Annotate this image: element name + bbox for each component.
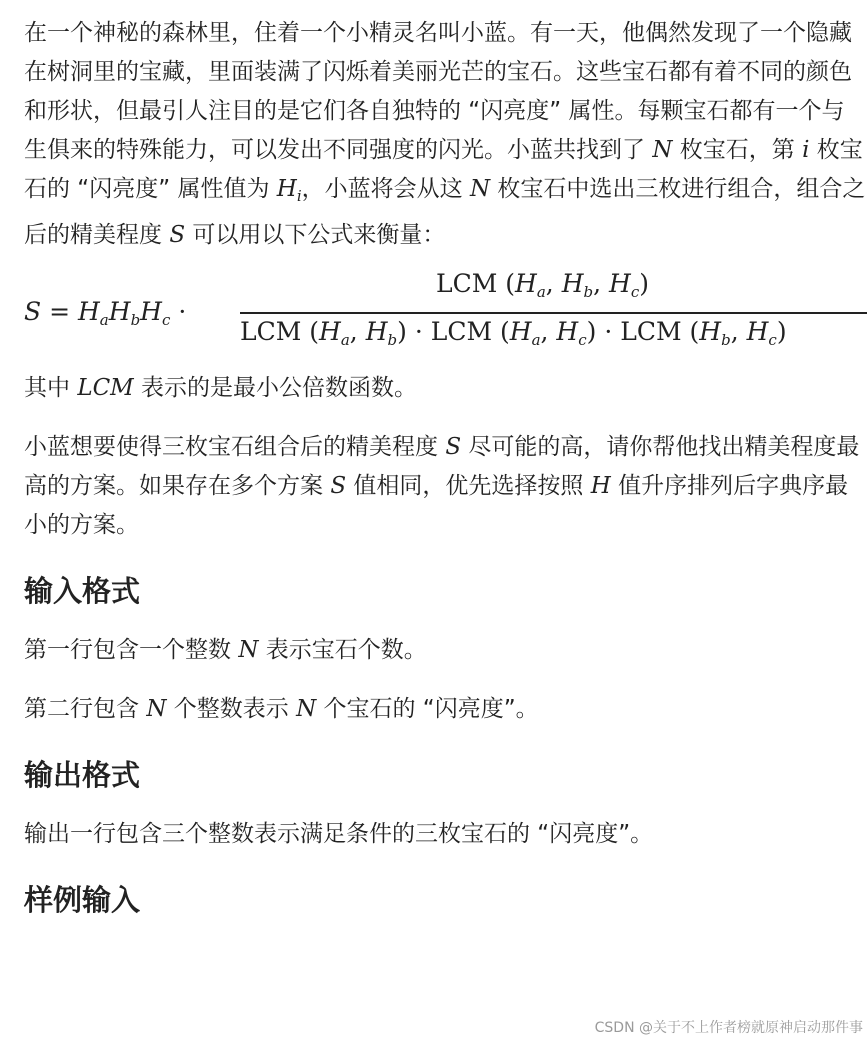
intro-text: ，小蓝将会从这 xyxy=(301,176,470,202)
formula-denominator: LCM ($H_a$, $H_b$) · LCM ($H_a$, $H_c$) · LCM ($H_b$, $H_c$) xyxy=(240,317,787,349)
math-var: N xyxy=(652,137,673,163)
input-line-1: 第一行包含一个整数 N 表示宝石个数。 xyxy=(24,637,427,663)
csdn-watermark: CSDN @关于不上作者榜就原神启动那件事 xyxy=(594,1020,863,1036)
formula-numerator: LCM ($H_a$, $H_b$, $H_c$) xyxy=(436,269,650,301)
formula-lhs: $S = H_aH_bH_c$ · xyxy=(24,297,187,329)
intro-text: 在一个神秘的森林里，住着一个小精灵名叫小蓝。有一天，他偶然发现了一个隐藏在树洞里的宝藏，里面装满了闪烁着美丽光芒的宝石。这些宝石都有着不同的颜色和形状，但最引人注目的是它们各自独特的 “闪亮度” 属性。每颗宝石都有一个与生俱来的特殊能力，可以发出不同强度的闪光。小蓝共找到了 xyxy=(24,20,852,163)
problem-statement xyxy=(24,14,867,920)
output-line-1: 输出一行包含三个整数表示满足条件的三枚宝石的 “闪亮度”。 xyxy=(24,821,654,847)
intro-text: 枚宝石的 “闪亮度” 属性值为 xyxy=(24,137,863,202)
input-line-2: 第二行包含 N 个整数表示 N 个宝石的 “闪亮度”。 xyxy=(24,696,539,722)
input-format-heading: 输入格式 xyxy=(24,574,141,608)
goal-paragraph: 小蓝想要使得三枚宝石组合后的精美程度 S 尽可能的高，请你帮他找出精美程度最高的方案。如果存在多个方案 S 值相同，优先选择按照 H 值升序排列后字典序最小的方案。 xyxy=(24,434,860,538)
intro-paragraph xyxy=(24,14,867,255)
intro-text: 可以用以下公式来衡量： xyxy=(185,222,446,248)
lcm-note: 其中 LCM 表示的是最小公倍数函数。 xyxy=(24,375,418,401)
beauty-formula xyxy=(24,269,867,361)
math-subscript: i xyxy=(296,187,302,205)
fraction-bar xyxy=(240,312,867,314)
intro-text: 枚宝石，第 xyxy=(672,137,803,163)
intro-text: 枚宝石中选出三枚进行组合，组合之后的精美程度 xyxy=(24,176,866,248)
math-var: i xyxy=(802,137,810,163)
output-format-heading: 输出格式 xyxy=(24,758,141,792)
math-var: N xyxy=(469,176,491,202)
math-var: S xyxy=(169,222,186,248)
math-var: H xyxy=(276,176,297,202)
sample-input-heading: 样例输入 xyxy=(24,883,141,917)
